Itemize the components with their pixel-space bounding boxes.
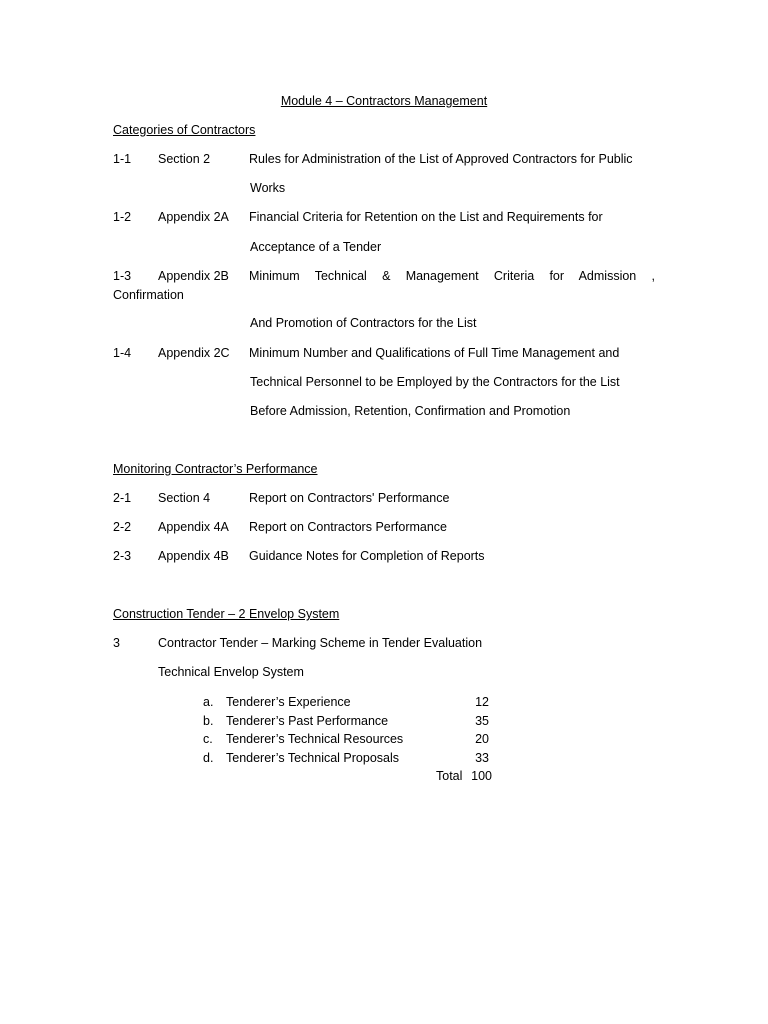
item-number: 2-2	[113, 520, 132, 534]
score-value: 12	[475, 695, 489, 709]
list-letter: c.	[203, 732, 213, 746]
score-label: Tenderer’s Technical Resources	[226, 732, 404, 746]
item-description-line: Minimum Technical & Management Criteria for Admission ,	[249, 269, 655, 283]
item-description-line: Financial Criteria for Retention on the List and Requirements for	[249, 210, 603, 224]
score-label: Tenderer’s Experience	[226, 695, 351, 709]
page-title: Module 4 – Contractors Management	[280, 94, 488, 108]
item-number: 2-1	[113, 491, 132, 505]
item-description-line: Guidance Notes for Completion of Reports	[249, 549, 485, 563]
item-number: 1-2	[113, 210, 132, 224]
item-reference: Appendix 2C	[158, 346, 230, 360]
subheading-technical-envelop: Technical Envelop System	[158, 665, 304, 679]
item-reference: Appendix 4B	[158, 549, 229, 563]
section-heading-categories: Categories of Contractors	[113, 123, 256, 137]
list-letter: d.	[203, 751, 214, 765]
score-label: Tenderer’s Past Performance	[226, 714, 389, 728]
item-description-line: Minimum Number and Qualifications of Full Time Management and	[249, 346, 620, 360]
item-number: 1-3	[113, 269, 132, 283]
score-value: 20	[475, 732, 489, 746]
item-number: 1-4	[113, 346, 132, 360]
item-description-line: Technical Personnel to be Employed by the Contractors for the List	[250, 375, 620, 389]
item-reference: Section 4	[158, 491, 211, 505]
item-number: 1-1	[113, 152, 132, 166]
item-description-line: Acceptance of a Tender	[250, 240, 382, 254]
section-heading-monitoring: Monitoring Contractor’s Performance	[113, 462, 318, 476]
score-value: 33	[475, 751, 489, 765]
item-reference: Section 2	[158, 152, 211, 166]
item-description-line: Before Admission, Retention, Confirmation and Promotion	[250, 404, 571, 418]
item-reference: Appendix 2B	[158, 269, 229, 283]
item-description-wrap: Confirmation	[113, 288, 184, 302]
score-label: Tenderer’s Technical Proposals	[226, 751, 400, 765]
total-value: 100	[471, 769, 492, 783]
total-label: Total	[436, 769, 463, 783]
item-description-line: Report on Contractors' Performance	[249, 491, 450, 505]
score-value: 35	[475, 714, 489, 728]
item-number: 3	[113, 636, 120, 650]
item-description-line: Contractor Tender – Marking Scheme in Tender Evaluation	[158, 636, 483, 650]
item-description-line: And Promotion of Contractors for the List	[250, 316, 477, 330]
section-heading-construction-tender: Construction Tender – 2 Envelop System	[113, 607, 340, 621]
item-reference: Appendix 2A	[158, 210, 229, 224]
item-description-line: Works	[250, 181, 286, 195]
item-number: 2-3	[113, 549, 132, 563]
list-letter: a.	[203, 695, 214, 709]
item-description-line: Report on Contractors Performance	[249, 520, 448, 534]
item-description-line: Rules for Administration of the List of Approved Contractors for Public	[249, 152, 633, 166]
item-reference: Appendix 4A	[158, 520, 229, 534]
list-letter: b.	[203, 714, 214, 728]
